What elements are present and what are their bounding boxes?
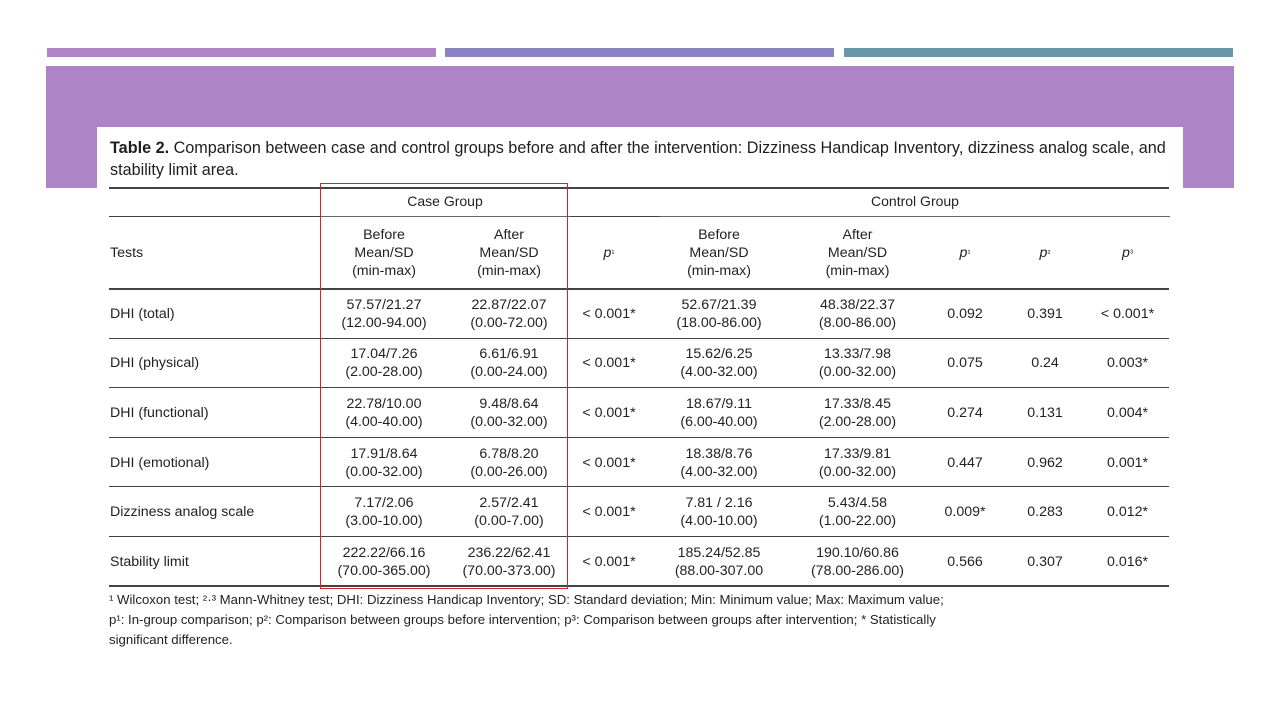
row-divider <box>109 387 1169 388</box>
caption-label: Table 2. <box>110 139 170 157</box>
table-cell: 0.566 <box>947 553 983 570</box>
table-caption <box>110 137 1172 181</box>
table-cell: 15.62/6.25 (4.00-32.00) <box>680 346 758 381</box>
table-cell: 0.274 <box>947 404 983 421</box>
table-cell: 190.10/60.86 (78.00-286.00) <box>810 544 905 579</box>
table-cell: 57.57/21.27 (12.00-94.00) <box>341 296 427 331</box>
table-cell: < 0.001* <box>582 454 636 471</box>
table-cell: 17.33/8.45 (2.00-28.00) <box>818 395 897 430</box>
column-header: Before Mean/SD (min-max) <box>352 227 416 279</box>
column-header: p ¹ <box>603 245 615 261</box>
table-cell: 222.22/66.16 (70.00-365.00) <box>337 544 431 579</box>
footnote-line: ¹ Wilcoxon test; ²·³ Mann-Whitney test; DHI: Dizziness Handicap Inventory; SD: Standard deviation; Min: Minimum value; Max: Maximum value; <box>109 592 944 607</box>
column-header: p ¹ <box>959 245 971 261</box>
table-cell: < 0.001* <box>1100 305 1155 322</box>
case-group-underline <box>320 216 570 217</box>
table-cell: 0.283 <box>1027 504 1063 521</box>
caption-text: Comparison between case and control groups before and after the intervention: Dizziness Handicap Inventory, dizziness analog scale, and stability limit area. <box>110 139 1166 179</box>
table-cell: 13.33/7.98 (0.00-32.00) <box>818 346 897 381</box>
table-cell: < 0.001* <box>582 305 636 322</box>
table-cell: 236.22/62.41 (70.00-373.00) <box>462 544 556 579</box>
row-label: DHI (total) <box>110 305 175 322</box>
table-cell: 17.91/8.64 (0.00-32.00) <box>345 445 423 480</box>
row-label: DHI (physical) <box>110 355 200 372</box>
table-cell: 22.78/10.00 (4.00-40.00) <box>345 395 423 430</box>
table-cell: 17.33/9.81 (0.00-32.00) <box>818 445 897 480</box>
control-group-underline <box>660 216 1170 217</box>
row-divider <box>109 536 1169 537</box>
table-cell: 185.24/52.85 (88.00-307.00 <box>674 544 764 579</box>
row-divider <box>109 486 1169 487</box>
row-divider <box>109 338 1169 339</box>
table-cell: 0.24 <box>1031 355 1059 372</box>
table-cell: < 0.001* <box>582 553 636 570</box>
table-cell: 0.391 <box>1027 305 1063 322</box>
row-label: DHI (emotional) <box>110 454 210 471</box>
table-cell: 6.78/8.20 (0.00-26.00) <box>470 445 548 480</box>
row-divider <box>109 437 1169 438</box>
table-cell: 48.38/22.37 (8.00-86.00) <box>818 296 897 331</box>
table-cell: 0.131 <box>1027 404 1063 421</box>
table-cell: 52.67/21.39 (18.00-86.00) <box>676 296 762 331</box>
accent-bar-teal <box>844 48 1233 57</box>
table-cell: 0.012* <box>1106 504 1149 521</box>
table-cell: 18.38/8.76 (4.00-32.00) <box>680 445 758 480</box>
table-cell: 0.447 <box>947 454 983 471</box>
case-group-header: Case Group <box>407 193 483 209</box>
table-cell: 0.962 <box>1027 454 1063 471</box>
table-cell: 22.87/22.07 (0.00-72.00) <box>470 296 548 331</box>
row-label: Dizziness analog scale <box>110 504 255 521</box>
table-cell: 0.004* <box>1106 404 1149 421</box>
table-cell: 0.075 <box>947 355 983 372</box>
table-cell: < 0.001* <box>582 504 636 521</box>
row-label: DHI (functional) <box>110 404 209 421</box>
table-cell: 9.48/8.64 (0.00-32.00) <box>470 395 548 430</box>
table-cell: 7.81 / 2.16 (4.00-10.00) <box>680 495 758 530</box>
table-cell: 2.57/2.41 (0.00-7.00) <box>474 495 544 530</box>
table-cell: 5.43/4.58 (1.00-22.00) <box>818 495 897 530</box>
column-header: Before Mean/SD (min-max) <box>687 227 751 279</box>
table-top-rule <box>109 187 1169 189</box>
table-cell: 7.17/2.06 (3.00-10.00) <box>345 495 423 530</box>
column-header: After Mean/SD (min-max) <box>477 227 541 279</box>
footnote-line: significant difference. <box>109 632 233 647</box>
column-header: p ³ <box>1122 245 1133 261</box>
table-cell: 0.009* <box>944 504 986 521</box>
column-header: Tests <box>110 245 144 261</box>
table-footnote <box>109 590 1171 650</box>
table-cell: 6.61/6.91 (0.00-24.00) <box>470 346 548 381</box>
table-cell: 0.003* <box>1106 355 1149 372</box>
column-header: p ² <box>1039 245 1051 261</box>
footnote-line: p¹: In-group comparison; p²: Comparison between groups before intervention; p³: Comparison between groups after intervention; * Statistically <box>109 612 936 627</box>
table-cell: 0.092 <box>947 305 983 322</box>
column-header: After Mean/SD (min-max) <box>825 227 890 279</box>
table-cell: < 0.001* <box>582 404 636 421</box>
table-cell: 0.001* <box>1106 454 1149 471</box>
accent-bar-indigo <box>445 48 834 57</box>
table-cell: 18.67/9.11 (6.00-40.00) <box>680 395 758 430</box>
accent-bar-purple <box>47 48 436 57</box>
table-cell: 0.016* <box>1106 553 1149 570</box>
table-cell: 0.307 <box>1027 553 1063 570</box>
table-cell: 17.04/7.26 (2.00-28.00) <box>345 346 423 381</box>
table-cell: < 0.001* <box>582 355 636 372</box>
row-label: Stability limit <box>110 553 189 570</box>
control-group-header: Control Group <box>871 193 959 209</box>
